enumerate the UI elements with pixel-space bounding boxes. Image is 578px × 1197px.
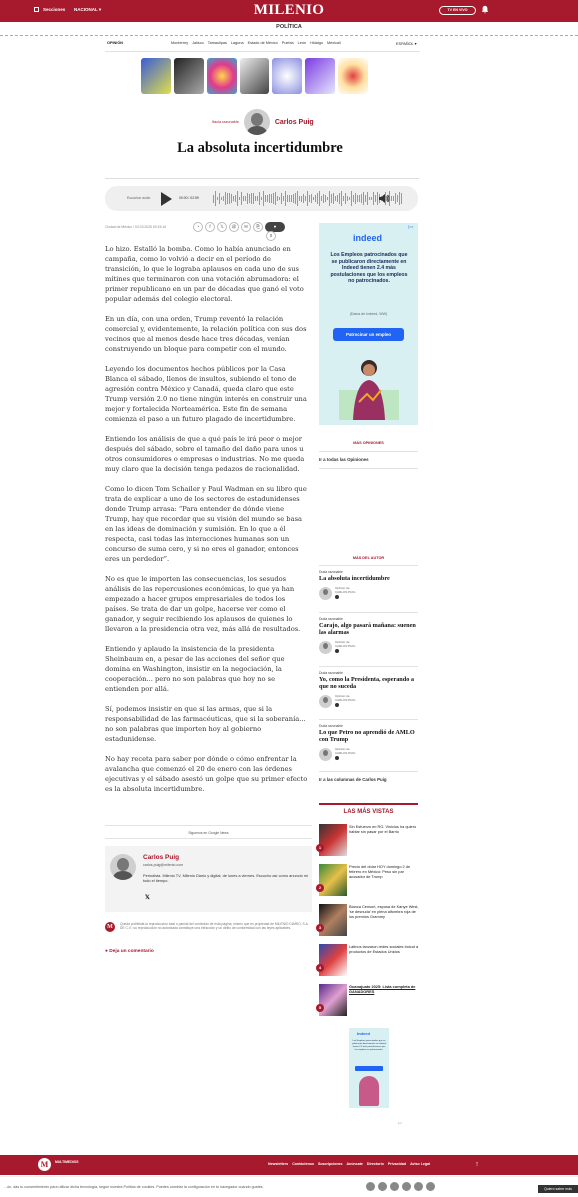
item-title[interactable]: Lo que Petro no aprendió de AMLO con Trump [319,729,415,743]
item-author: CARLOS PUIG [335,751,356,755]
waveform-bar [285,191,286,207]
author-article-item[interactable] [319,617,419,654]
subnav-links [171,41,341,45]
indeed-logo: Indeed [357,1031,370,1036]
item-thumbnail [319,904,347,936]
sticker-image [338,58,368,94]
email-icon[interactable]: ✉ [241,222,251,232]
waveform-bar [345,193,346,204]
indeed-logo: indeed [353,233,383,243]
item-title[interactable]: Yo, como la Presidenta, esperando a que no suceda [319,676,414,690]
legal-notice [105,922,312,931]
waveform-bar [363,192,364,205]
waveform-bar [399,192,400,205]
copy-link-icon[interactable]: ⎘ [253,222,263,232]
author-article-item[interactable] [319,671,419,708]
leave-comment-link[interactable]: ● Deja un comentario [105,949,154,954]
waveform-bar [319,191,320,205]
divider [105,51,420,52]
waveform-bar [255,196,256,201]
waveform-bar [327,197,328,201]
item-by: Opinión de [335,640,350,644]
rank-badge: 1 [316,844,324,852]
waveform-bar [361,194,362,203]
divider [319,451,418,452]
waveform-bar [357,195,358,203]
audio-label: Escuchar audio [127,196,151,200]
waveform-bar [235,195,236,202]
waveform-bar [401,193,402,204]
subnav-link[interactable]: Estado de México [247,41,278,45]
waveform-bar [303,194,304,203]
rank-badge: 3 [316,924,324,932]
sticker-banner[interactable] [141,58,368,94]
waveform-bar [293,194,294,202]
waveform-bar [309,195,310,203]
ad-copy: Los Empleos patrocinados que se publicaron directamente en Indeed tienen 2.4 más postulaciones que los empleos no patrocinados. [330,252,408,284]
waveform-bar [375,195,376,203]
legal-text: Queda prohibida la reproducción total o parcial del contenido de esta página, mismo que es propiedad de MILENIO DIARIO, S.A. DE C.V.; su reproducción no autorizada constituye una infracción y un delito de conformidad con las leyes aplicables. [120,922,309,931]
waveform-bar [299,196,300,201]
audio-waveform[interactable] [213,190,402,207]
waveform-bar [297,191,298,205]
google-news-row[interactable] [105,825,312,839]
waveform-bar [239,197,240,201]
waveform-bar [221,197,222,200]
cookie-text: ...ón, das tu consentimiento para utilizar dicha tecnología, según nuestra Política de cookies. Puedes cambiar la configuración en tu navegador cuando gustes. [4,1185,264,1189]
x-icon[interactable]: 𝕏 [145,895,150,901]
bookmark-icon[interactable] [335,649,339,653]
footer [0,1155,578,1175]
waveform-bar [325,195,326,202]
sticker-image [207,58,237,94]
subnav-link[interactable]: Hidalgo [310,41,323,45]
more-author-heading: MÁS DEL AUTOR [352,556,385,560]
waveform-bar [289,195,290,202]
paragraph: En un día, con una orden, Trump reventó la relación comercial y, evidentemente, la relación política con sus dos vecinos que al menos desde hace tres décadas, venían construyendo un bloque para competir con el mundo. [105,315,307,353]
waveform-bar [223,196,224,200]
most-viewed-item[interactable] [319,984,419,1018]
divider [0,35,578,36]
subnav-link[interactable]: Tamaulipas [207,41,227,45]
bookmark-icon[interactable] [335,756,339,760]
waveform-bar [291,195,292,201]
waveform-bar [353,195,354,203]
waveform-bar [335,196,336,201]
tv-live-button[interactable]: TV EN VIVO [439,6,476,15]
waveform-bar [395,193,396,203]
paragraph: Como lo dicen Tom Schailer y Paul Wadman en su libro que trata de explicar a uno de los sectores de estadunidenses donde Trump arrasa: “Para entender de dónde viene Trump, hay que recordar que su visión del mundo se basa en las ideas de dominación y sumisión. En lo que a él respecta, casi todas las interacciones humanas son un concurso de suma cero, y si no eres el ganador, entonces eres un perdedor”. [105,485,307,563]
ad-illustration [339,350,399,420]
milenio-logo[interactable]: M [38,1158,51,1171]
waveform-bar [243,196,244,201]
sticker-image [305,58,335,94]
comment-icon: ● [105,949,108,954]
waveform-bar [247,193,248,204]
more-opinions-heading: MÁS OPINIONES [353,441,384,445]
language-dropdown[interactable]: ESPAÑOL ▾ [396,42,417,46]
footer-link[interactable]: Aviso Legal [410,1162,431,1166]
waveform-bar [253,193,254,204]
sticker-image [174,58,204,94]
back-to-top-icon[interactable]: ↑ [475,1161,479,1168]
rank-badge: 2 [316,884,324,892]
youtube-icon[interactable] [402,1182,411,1191]
waveform-bar [305,196,306,200]
waveform-bar [249,194,250,204]
item-title[interactable]: La absoluta incertidumbre [319,575,390,582]
waveform-bar [283,196,284,200]
item-author: CARLOS PUIG [335,698,356,702]
item-title[interactable]: Sin Esfuerzo en RG. Vinicius ha quiero hablar sin pasar por el Barrio [349,824,417,834]
divider [319,565,418,566]
ad-choices-icon[interactable]: ▷× [398,1121,403,1125]
waveform-bar [263,191,264,206]
item-by: Opinión de [335,694,350,698]
waveform-bar [269,194,270,203]
facebook-icon[interactable]: f [205,222,215,232]
divider [319,666,418,667]
waveform-bar [251,193,252,204]
waveform-bar [367,192,368,205]
divider [319,771,418,772]
volume-icon[interactable] [378,193,390,204]
author-avatar [319,587,332,600]
item-title[interactable]: Carajo, algo pasará mañana: suenen las alarmas [319,622,416,636]
footer-link[interactable]: Contáctenos [292,1162,314,1166]
author-avatar [319,748,332,761]
author-avatar [319,641,332,654]
instagram-icon[interactable] [390,1182,399,1191]
waveform-bar [279,197,280,201]
item-tag: Duda razonable [319,671,343,675]
item-thumbnail [319,864,347,896]
sticker-image [272,58,302,94]
waveform-bar [317,193,318,204]
column-tag[interactable]: Itacla razonable [212,120,239,124]
sticker-image [240,58,270,94]
sticker-image [141,58,171,94]
paragraph: Entiendo y aplaudo la insistencia de la presidenta Sheinbaum en, a pesar de las acciones del señor que domina en Washington, insistir en la negociación, la cooperación... pero no son palabras que hoy no se entienden por allá. [105,645,285,693]
article-meta [105,222,315,238]
waveform-bar [277,196,278,201]
waveform-bar [373,192,374,205]
waveform-bar [259,192,260,205]
item-tag: Duda razonable [319,617,343,621]
indeed-small-ad[interactable] [349,1028,389,1108]
author-article-item[interactable] [319,724,419,761]
subnav-link[interactable]: Jalisco [192,41,204,45]
subnav-link[interactable]: Laguna [230,41,244,45]
milenio-badge-icon: M [105,922,115,932]
item-title[interactable]: Guanajuato 2025: Lista completa de GANADORES [349,984,416,994]
waveform-bar [311,194,312,203]
item-by: Opinión de [335,747,350,751]
most-viewed-item[interactable] [319,904,419,938]
bookmark-icon[interactable] [335,595,339,599]
audio-player [105,186,418,211]
divider [319,719,418,720]
paragraph: Sí, podemos insistir en que si las armas, que si la responsabilidad de las farmacéuticas, que si la soberanía... no son palabras que importen hoy al gobierno estadunidense. [105,705,306,743]
item-author: CARLOS PUIG [335,590,356,594]
all-opinions-link[interactable]: Ir a todas las Opiniones [319,457,369,462]
social-icons [366,1182,435,1191]
national-dropdown[interactable]: NACIONAL ▾ [74,7,102,12]
waveform-bar [233,196,234,202]
waveform-bar [273,193,274,205]
waveform-bar [369,197,370,200]
author-email[interactable]: carlos.puig@milenio.com [143,863,184,867]
most-viewed-item[interactable] [319,944,419,978]
waveform-bar [329,191,330,206]
page-title: La absoluta incertidumbre [177,140,343,156]
waveform-bar [217,197,218,200]
bookmark-icon[interactable] [335,703,339,707]
footer-link[interactable]: Directorio [366,1162,384,1166]
item-thumbnail [319,824,347,856]
ad-illustration [359,1076,379,1106]
waveform-bar [267,195,268,201]
author-name[interactable]: Carlos Puig [274,118,314,126]
most-viewed-item[interactable] [319,824,419,858]
waveform-bar [229,193,230,203]
waveform-bar [225,192,226,205]
item-thumbnail [319,984,347,1016]
item-title[interactable]: Latinos lanzaron redes sociales boicot a productos de Estados Unidos [349,944,419,954]
ad-choices-icon[interactable]: ▷× [408,224,414,229]
divider [319,612,418,613]
author-avatar [319,695,332,708]
waveform-bar [241,192,242,205]
ad-source: (Datos de Indeed, WW) [349,312,388,316]
waveform-bar [351,191,352,205]
divider [105,178,419,179]
x-icon[interactable]: 𝕏 [217,222,227,232]
waveform-bar [215,191,216,206]
ad-copy: Los Empleos patrocinados que se publicaron directamente en Indeed tienen 2.4 más postulaciones que los empleos no patrocinados. [352,1040,386,1051]
waveform-bar [257,196,258,201]
comments-button[interactable]: ● 0 [265,222,285,232]
subnav-label[interactable]: OPINIÓN [107,41,124,45]
section-label[interactable]: POLÍTICA [276,24,302,30]
paragraph: No es que le importen las consecuencias, los sesudos análisis de las repercusiones económicas, lo que ya han empezado a hacer grupos empresariales de todos los países. Se trata de dar un golpe, hacerse ver como el ganador, y seguir recibiendo los aplausos de quienes lo llevaron a la presidencia otra vez, más allá de resultados. [105,575,301,633]
waveform-bar [227,193,228,203]
waveform-bar [271,194,272,203]
footer-link[interactable]: Anúncate [346,1162,363,1166]
waveform-bar [343,196,344,202]
waveform-bar [359,195,360,201]
x-icon[interactable] [378,1182,387,1191]
share-bar [193,222,285,238]
waveform-bar [323,194,324,203]
waveform-bar [349,197,350,200]
waveform-bar [237,191,238,205]
waveform-bar [213,195,214,203]
whatsapp-icon[interactable]: ◔ [193,222,203,232]
waveform-bar [275,192,276,205]
waveform-bar [393,196,394,201]
author-card [105,846,312,912]
rank-badge: 5 [316,1004,324,1012]
item-author: CARLOS PUIG [335,644,356,648]
paragraph: Lo hizo. Estalló la bomba. Como lo había anunciado en campaña, como lo volvió a decir en el período de transición, lo que le lograba aplausos en cada uno de sus mítines que terminaron con una votación abrumadora: el primer republicano en un par de décadas que ganó el voto popular además del colegio electoral. [105,245,304,303]
subnav-link[interactable]: León [297,41,307,45]
divider [319,803,418,805]
item-tag: Duda razonable [319,724,343,728]
tiktok-icon[interactable] [414,1182,423,1191]
rank-badge: 4 [316,964,324,972]
item-tag: Duda razonable [319,570,343,574]
sponsor-job-button[interactable]: Patrocinar un empleo [333,328,404,341]
waveform-bar [231,194,232,203]
author-name[interactable]: Carlos Puig [143,854,180,861]
waveform-bar [315,195,316,202]
item-title[interactable]: Precio del dólar HOY domingo 2 de febrero en México: Peso sin par acosador de Trump [349,864,411,879]
ad-button[interactable] [355,1066,383,1071]
paragraph: Entiendo los análisis de que a qué país le irá peor o mejor después del sábado, sobre el tamaño del daño para unos u otros consumidores o empresas o industrias. No me queda muy claro que la decisión tenga pedazos de racionalidad. [105,435,305,473]
article-body [105,244,308,804]
waveform-bar [391,196,392,200]
paragraph: No hay receta para saber por dónde o cómo enfrentar la avalancha que comenzó el 20 de enero con las órdenes ejecutivas y el sábado asestó un golpe que su primer efecto es la absoluta incertidumbre. [105,755,308,793]
whatsapp-icon[interactable] [426,1182,435,1191]
cookie-more-button[interactable]: Quiero saber más [538,1185,578,1193]
waveform-bar [333,193,334,203]
subnav-link[interactable]: Monterrey [171,41,189,45]
waveform-bar [331,194,332,202]
cookie-banner [0,1176,578,1197]
google-news-link[interactable]: Siguenos en Google News [188,831,229,835]
facebook-icon[interactable] [366,1182,375,1191]
group-label: MULTIMEDIOS [55,1160,79,1164]
bell-icon[interactable] [481,5,489,14]
waveform-bar [355,193,356,205]
waveform-bar [307,191,308,207]
waveform-bar [347,196,348,201]
most-viewed-heading: LAS MÁS VISTAS [343,809,394,815]
threads-icon[interactable]: @ [229,222,239,232]
waveform-bar [281,193,282,204]
waveform-bar [245,196,246,201]
waveform-bar [265,195,266,201]
waveform-bar [295,193,296,205]
footer-link[interactable]: Privacidad [387,1162,407,1166]
item-title[interactable]: Bianca Censori, esposa de Kanye West, 'se desnuda' en plena alfombra roja de los premios Grammy [349,904,419,919]
divider [319,468,418,469]
footer-link[interactable]: Newsletters [268,1162,289,1166]
waveform-bar [339,193,340,203]
item-thumbnail [319,944,347,976]
waveform-bar [287,195,288,202]
author-avatar[interactable] [110,854,136,880]
article-date: Ciudad de México / 03.03.2025 00:15:16 [105,225,167,229]
most-viewed-item[interactable] [319,864,419,898]
milenio-logo[interactable]: MILENIO [253,2,325,18]
item-by: Opinión de [335,586,350,590]
top-bar [0,0,578,22]
waveform-bar [337,195,338,202]
waveform-bar [261,197,262,201]
menu-label: Secciones [43,7,66,12]
author-article-item[interactable] [319,570,419,600]
author-avatar[interactable] [244,109,270,135]
author-bio: Periodista. Milenio TV, Milenio Diario y digital, de lunes a viernes. Escucho así como anuncio mi todo el tiempo. [143,873,308,883]
waveform-bar [341,191,342,205]
audio-time: 00:00 / 02:59 [179,196,199,200]
sub-nav [0,37,578,51]
subnav-link[interactable]: Mexicali [326,41,341,45]
waveform-bar [365,195,366,201]
waveform-bar [371,197,372,201]
play-icon[interactable] [161,192,172,206]
paragraph: Leyendo los documentos hechos públicos por la Casa Blanca el sábado, llenos de insultos, subiendo el tono de agresión contra México y Canadá, queda claro que este Trump versión 2.0 no tiene ningún interés en construir una mejor y fortalecida Norteamérica. Este fin de semana comienza el paso a un futuro plagado de incertidumbre. [105,365,307,423]
waveform-bar [219,193,220,205]
waveform-bar [397,195,398,202]
subnav-link[interactable]: Puebla [281,41,294,45]
footer-link[interactable]: Suscripciones [317,1162,343,1166]
waveform-bar [301,196,302,202]
article-byline [212,108,314,136]
indeed-ad[interactable] [319,223,418,425]
footer-links [268,1162,430,1166]
author-columns-link[interactable]: Ir a las columnas de Carlos Puig [319,777,387,782]
waveform-bar [313,197,314,201]
waveform-bar [321,196,322,201]
